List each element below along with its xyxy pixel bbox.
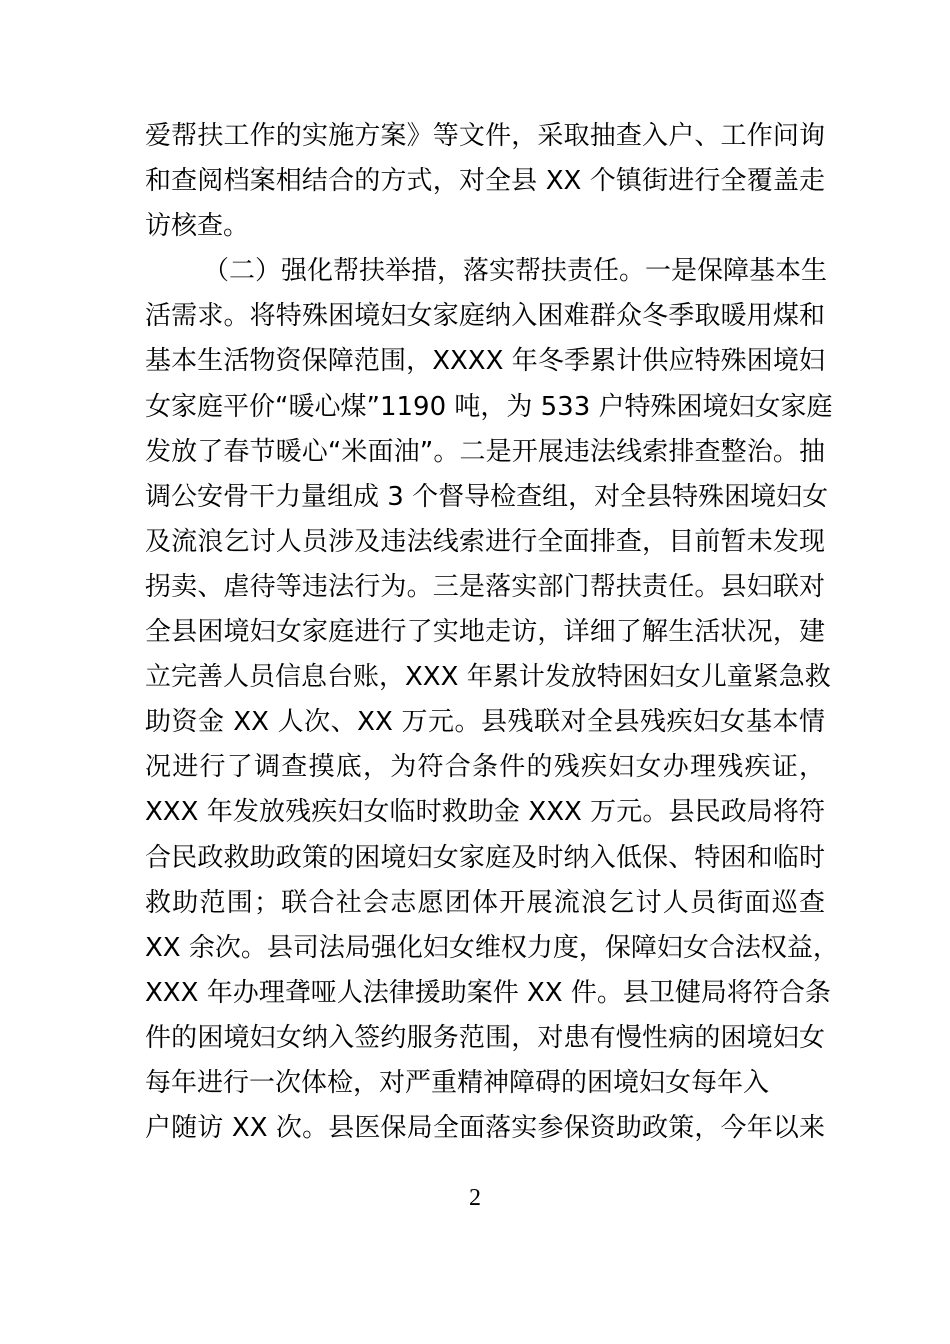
text-line-11: 拐卖、虐待等违法行为。三是落实部门帮扶责任。县妇联对 [145, 571, 825, 602]
text-line-1: 爱帮扶工作的实施方案》等文件，采取抽查入户、工作问询 [145, 121, 825, 151]
text-line-4: （二）强化帮扶举措，落实帮扶责任。一是保障基本生 [203, 256, 828, 287]
page-number: 2 [469, 1185, 481, 1211]
text-line-22: 每年进行一次体检，对严重精神障碍的困境妇女每年入 [145, 1067, 770, 1098]
text-line-6: 基本生活物资保障范围，XXXX 年冬季累计供应特殊困境妇 [145, 346, 825, 377]
text-line-23: 户随访 XX 次。县医保局全面落实参保资助政策，今年以来 [145, 1113, 825, 1144]
text-line-3: 访核查。 [145, 211, 250, 242]
text-line-8: 发放了春节暖心“米面油”。二是开展违法线索排查整治。抽 [145, 436, 825, 467]
text-line-13: 立完善人员信息台账，XXX 年累计发放特困妇女儿童紧急救 [145, 662, 831, 693]
text-line-14: 助资金 XX 人次、XX 万元。县残联对全县残疾妇女基本情 [145, 707, 825, 738]
text-line-9: 调公安骨干力量组成 3 个督导检查组，对全县特殊困境妇女 [145, 481, 829, 512]
text-line-2: 和查阅档案相结合的方式，对全县 XX 个镇街进行全覆盖走 [145, 166, 825, 197]
body-text [145, 114, 839, 1151]
text-line-7: 女家庭平价“暖心煤”1190 吨，为 533 户特殊困境妇女家庭 [145, 391, 833, 422]
text-line-5: 活需求。将特殊困境妇女家庭纳入困难群众冬季取暖用煤和 [145, 301, 825, 332]
text-line-16: XXX 年发放残疾妇女临时救助金 XXX 万元。县民政局将符 [145, 797, 825, 828]
text-line-10: 及流浪乞讨人员涉及违法线索进行全面排查，目前暂未发现 [145, 526, 825, 557]
text-line-20: XXX 年办理聋哑人法律援助案件 XX 件。县卫健局将符合条 [145, 977, 831, 1008]
text-line-15: 况进行了调查摸底，为符合条件的残疾妇女办理残疾证， [145, 752, 825, 783]
text-line-12: 全县困境妇女家庭进行了实地走访，详细了解生活状况，建 [145, 617, 825, 648]
text-line-19: XX 余次。县司法局强化妇女维权力度，保障妇女合法权益， [145, 932, 839, 963]
text-line-18: 救助范围；联合社会志愿团体开展流浪乞讨人员街面巡查 [145, 887, 825, 918]
text-line-21: 件的困境妇女纳入签约服务范围，对患有慢性病的困境妇女 [145, 1022, 825, 1053]
text-line-17: 合民政救助政策的困境妇女家庭及时纳入低保、特困和临时 [145, 842, 825, 873]
